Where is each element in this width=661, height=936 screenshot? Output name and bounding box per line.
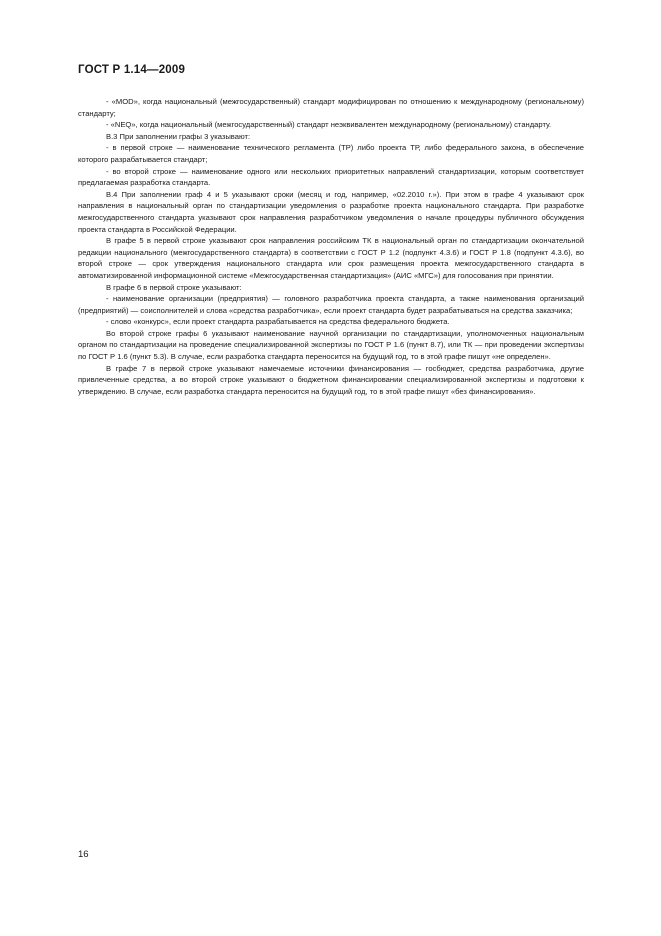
paragraph: - во второй строке — наименование одного или нескольких приоритетных направлений стандартизации, которым соответствует предлагаемая разработка стандарта. [78,166,584,188]
paragraph: - слово «конкурс», если проект стандарта разрабатывается на средства федерального бюджета. [106,317,450,327]
paragraph: В графе 7 в первой строке указывают намечаемые источники финансирования — госбюджет, средства разработчика, другие привлеченные средства, а во второй строке указывают о бюджетном финансировании специализированной экспертизы и подготовки к утверждению. В случае, если разработка стандарта переносится на будущий год, то в этой графе пишут «без финансирования». [78,363,584,396]
paragraph: Во второй строке графы 6 указывают наименование научной организации по стандартизации, уполномоченных национальным органом по стандартизации на проведение специализированной экспертизы по ГОСТ Р 1.6 (пункт 8.7), или ТК — при проведении экспертизы по ГОСТ Р 1.6 (пункт 5.3). В случае, если разработка стандарта переносится на будущий год, то в этой графе пишут «не определен». [78,328,584,362]
paragraph: В графе 6 в первой строке указывают: [106,282,242,292]
paragraph: - в первой строке — наименование технического регламента (ТР) либо проекта ТР, либо федерального закона, в обеспечение которого разрабатывается стандарт; [78,143,584,164]
paragraph: В.4 При заполнении граф 4 и 5 указывают сроки (месяц и год, например, «02.2010 г.»). При этом в графе 4 указывают срок направления в национальный орган по стандартизации уведомления о разработке проекта национального стандарта. При разработке межгосударственного стандарта указывают срок направления разработчиком уведомления о начале процедуры публичного обсуждения проекта стандарта в Российской Федерации. [78,189,584,234]
paragraph: - наименование организации (предприятия) — головного разработчика проекта стандарта, а также наименования организаций (предприятий) — соисполнителей и слова «средства разработчика», если проект стандарта будет разрабатываться на средства заказчика; [78,294,584,315]
paragraph: В.3 При заполнении графы 3 указывают: [106,131,251,141]
paragraph: - «NEQ», когда национальный (межгосударственный) стандарт неэквивалентен международному (региональному) стандарту. [106,120,552,130]
document-header: ГОСТ Р 1.14—2009 [78,64,186,76]
paragraph: - «MOD», когда национальный (межгосударственный) стандарт модифицирован по отношению к международному (региональному) стандарту; [78,97,584,118]
paragraph: В графе 5 в первой строке указывают срок направления российским ТК в национальный орган по стандартизации окончательной редакции национального (межгосударственного стандарта) в соответствии с ГОСТ Р 1.2 (подпункт 4.3.6) и ГОСТ Р 1.8 (подпункт 4.3.6), во второй строке — срок утверждения национального стандарта или срок размещения проекта межгосударственного стандарта в автоматизированной информационной системе «Межгосударственная стандартизация» (АИС «МГС») для голосования при принятии. [78,236,584,280]
document-body [78,96,584,397]
page-number: 16 [78,849,89,860]
